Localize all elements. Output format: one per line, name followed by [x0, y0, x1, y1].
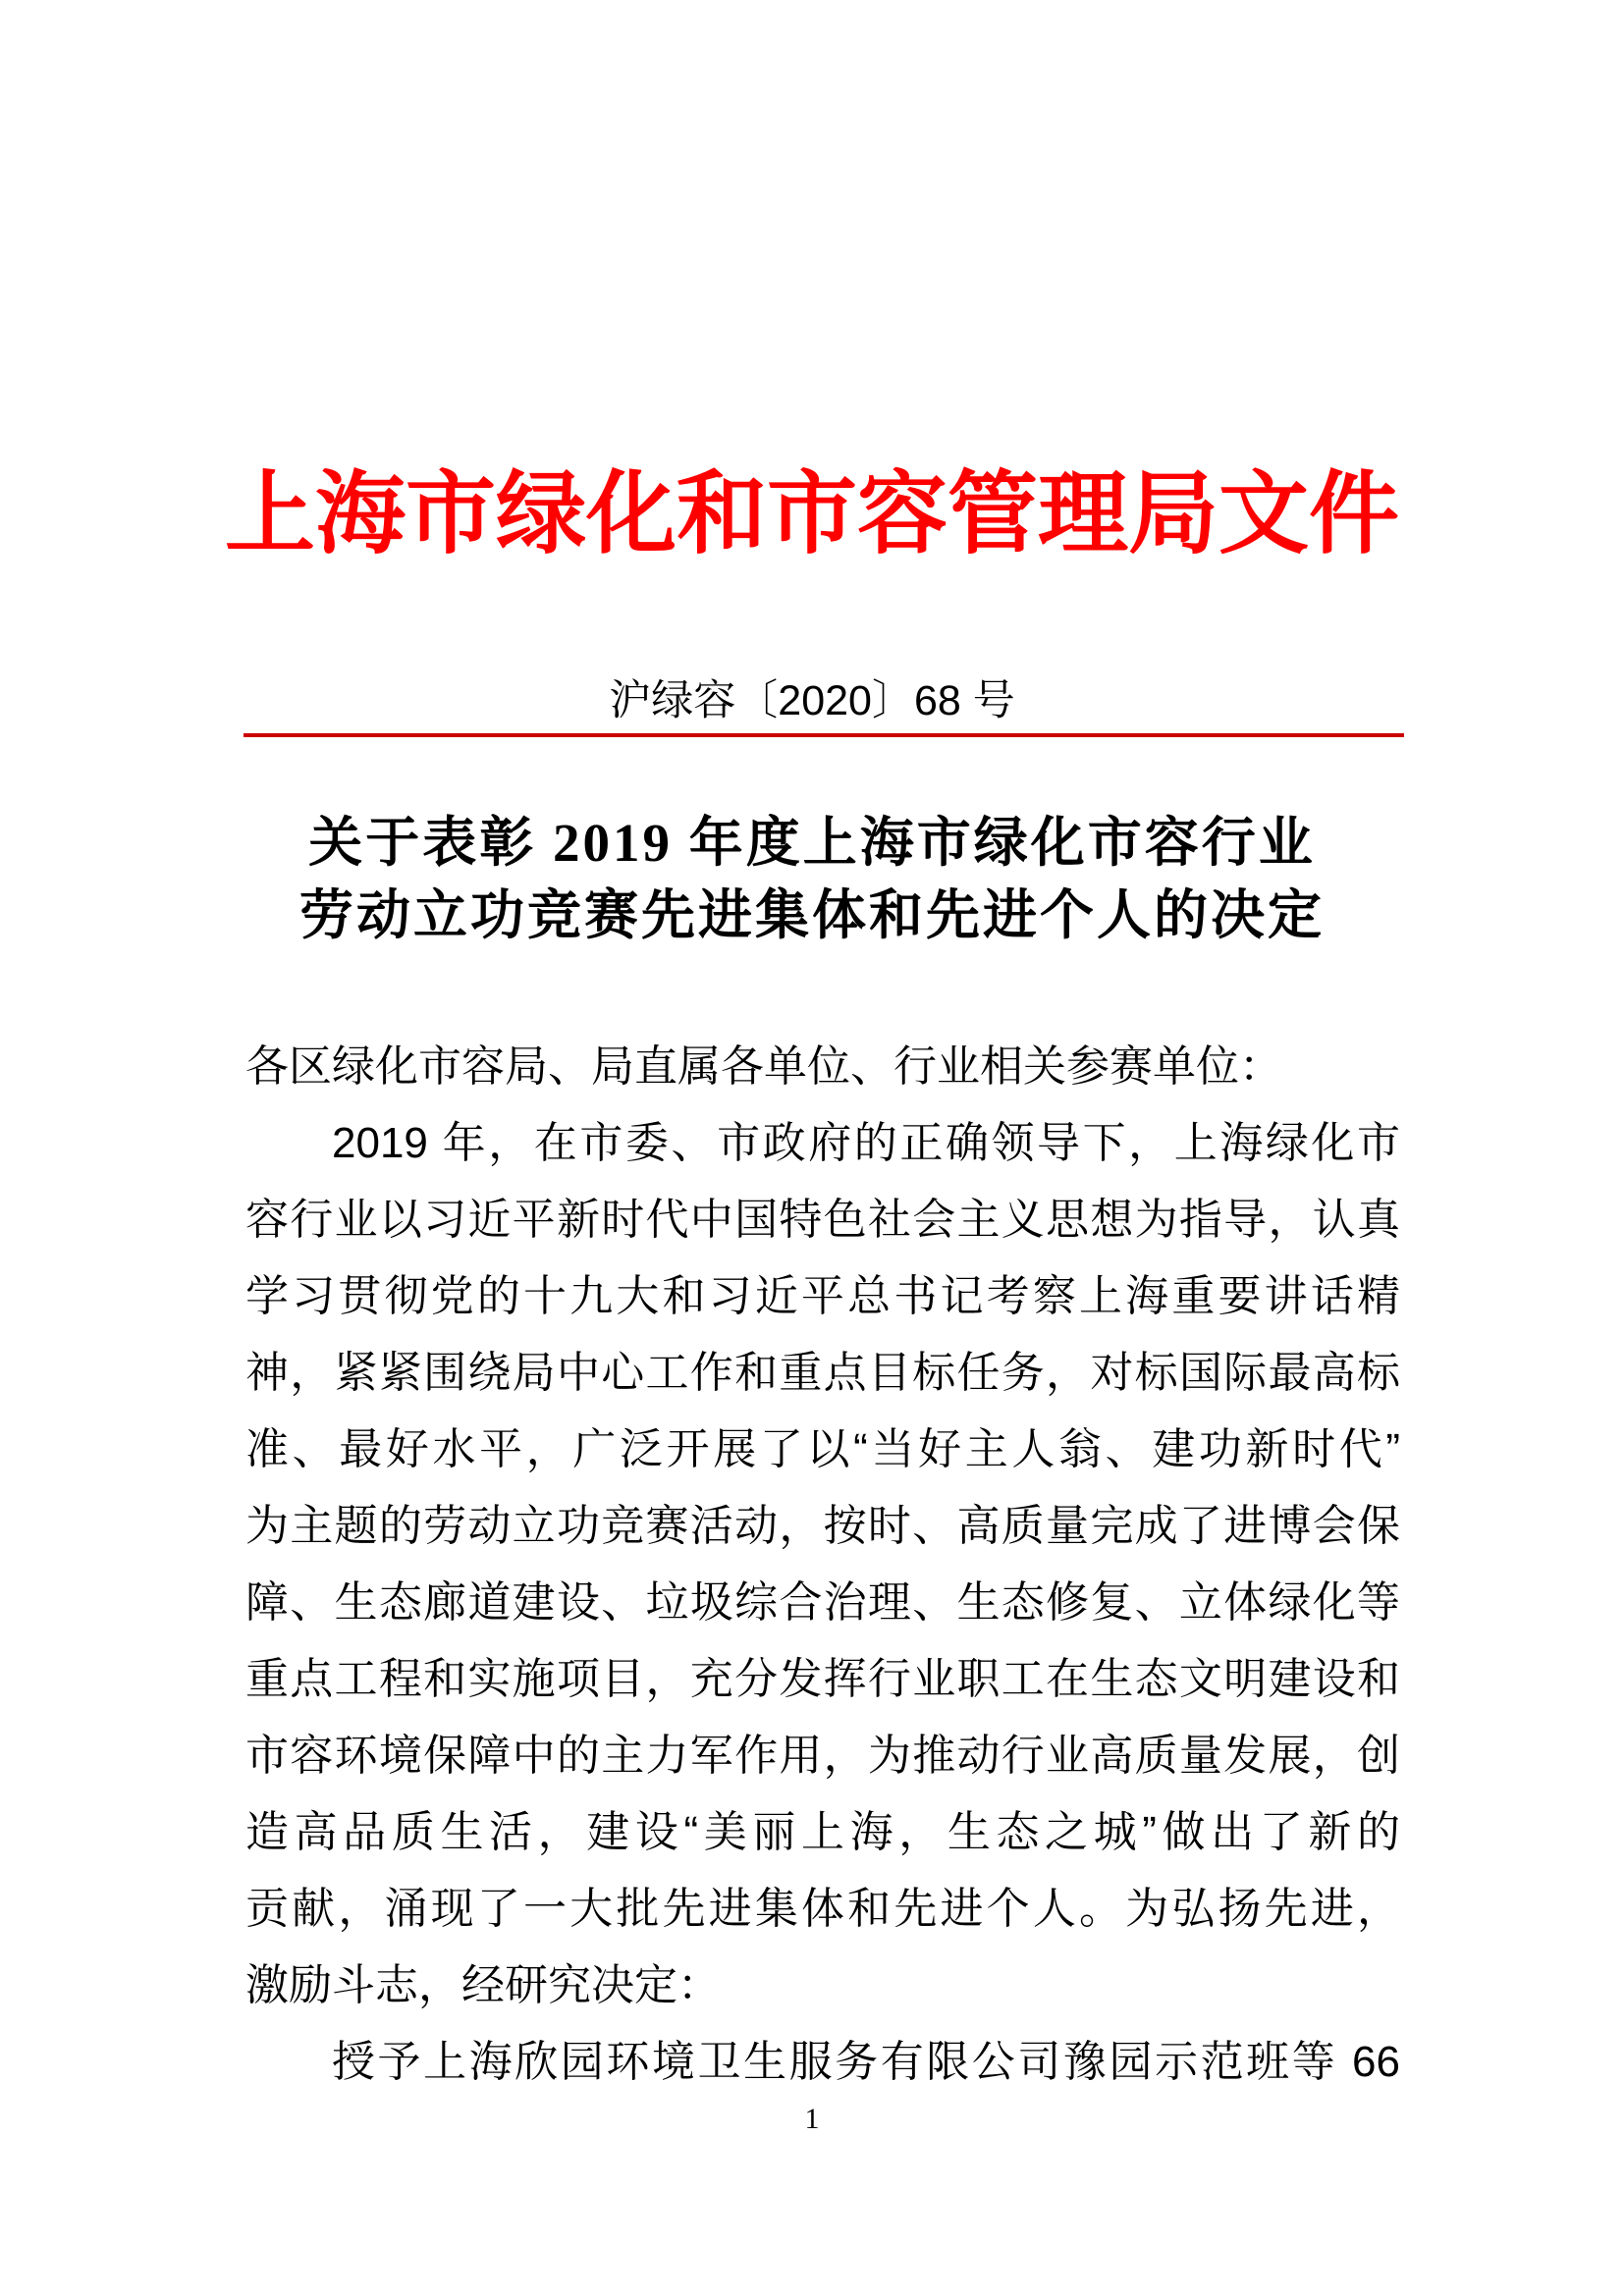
body-line: 激励斗志，经研究决定： — [245, 1961, 721, 2009]
agency-title: 上海市绿化和市容管理局文件 — [224, 464, 1399, 564]
body-line: 市容环境保障中的主力军作用，为推动行业高质量发展，创 — [245, 1732, 1400, 1780]
document-number: 沪绿容〔2020〕68 号 — [609, 677, 1015, 724]
document-title-line-2: 劳动立功竞赛先进集体和先进个人的决定 — [298, 885, 1325, 945]
body-line: 授予上海欣园环境卫生服务有限公司豫园示范班等 66 — [332, 2038, 1400, 2086]
red-divider-line — [244, 733, 1404, 737]
document-title-line-1: 关于表彰 2019 年度上海市绿化市容行业 — [308, 813, 1316, 873]
body-line: 为主题的劳动立功竞赛活动，按时、高质量完成了进博会保 — [245, 1502, 1400, 1550]
body-line: 容行业以习近平新时代中国特色社会主义思想为指导，认真 — [245, 1196, 1400, 1244]
body-text — [245, 1029, 1400, 2101]
body-line: 准、最好水平，广泛开展了以“当好主人翁、建功新时代” — [245, 1425, 1400, 1473]
document-title — [0, 807, 1624, 952]
body-line: 造高品质生活，建设“美丽上海，生态之城”做出了新的 — [245, 1808, 1400, 1856]
salutation-line: 各区绿化市容局、局直属各单位、行业相关参赛单位： — [245, 1042, 1282, 1091]
body-line: 障、生态廊道建设、垃圾综合治理、生态修复、立体绿化等 — [245, 1578, 1400, 1627]
body-line: 2019 年，在市委、市政府的正确领导下，上海绿化市 — [332, 1119, 1400, 1167]
body-line: 重点工程和实施项目，充分发挥行业职工在生态文明建设和 — [245, 1655, 1400, 1703]
body-line: 学习贯彻党的十九大和习近平总书记考察上海重要讲话精 — [245, 1272, 1400, 1320]
body-line: 神，紧紧围绕局中心工作和重点目标任务，对标国际最高标 — [245, 1349, 1400, 1397]
body-line: 贡献，涌现了一大批先进集体和先进个人。为弘扬先进， — [245, 1885, 1400, 1933]
page-number: 1 — [804, 2103, 820, 2135]
